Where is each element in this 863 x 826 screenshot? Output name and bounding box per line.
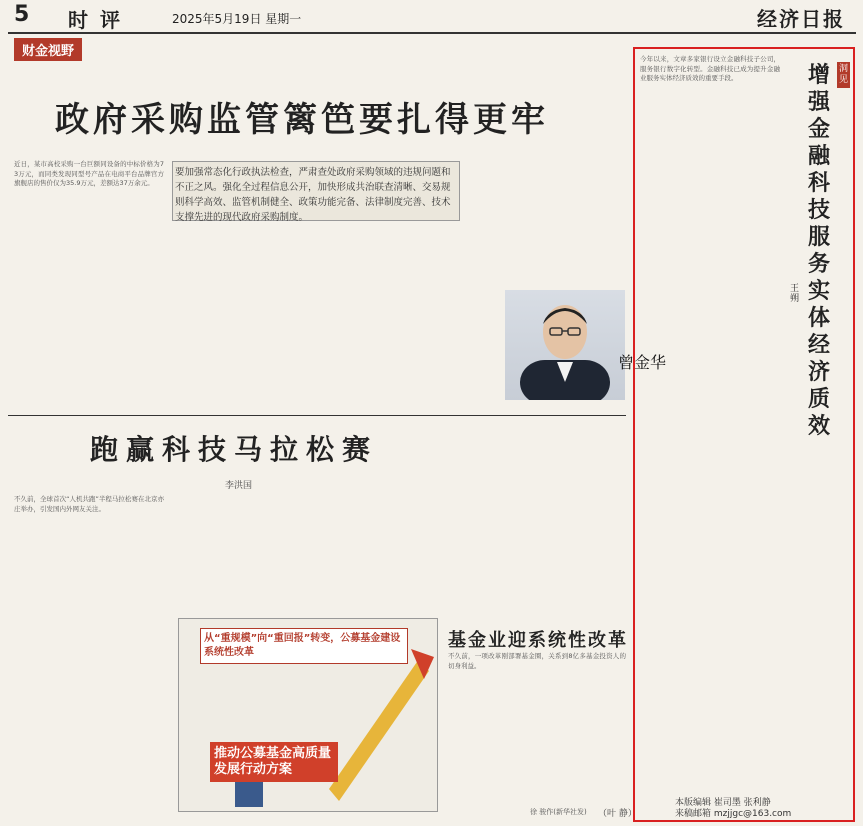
editorial-body: 今年以来，文章多家银行设立金融科技子公司，服务银行数字化转型。金融科技已成为提升金融业服务实体经济质效的重要手段。 bbox=[640, 55, 780, 82]
article1-body-col5 bbox=[484, 430, 624, 615]
editorial-title: 增强金融科技服务实体经济质效 bbox=[808, 62, 831, 439]
issue-date: 2025年5月19日 星期一 bbox=[172, 12, 302, 26]
page-number: 5 bbox=[14, 2, 30, 27]
article1-body-col2 bbox=[172, 225, 317, 400]
section-divider bbox=[8, 415, 626, 416]
cartoon-caption: 徐 骏作(新华社发) bbox=[530, 808, 587, 816]
page-footer bbox=[675, 798, 791, 820]
cartoon-bubble: 从“重规模”向“重回报”转变，公募基金建设系统性改革 bbox=[200, 628, 408, 664]
author-photo bbox=[505, 290, 625, 400]
article3-signoff: （叶 静） bbox=[598, 809, 637, 819]
article2-author: 李洪国 bbox=[225, 481, 253, 491]
newspaper-logo: 经济日报 bbox=[757, 7, 845, 31]
portrait-illustration bbox=[505, 290, 625, 400]
header-rule bbox=[8, 32, 856, 34]
article2-title: 跑赢科技马拉松赛 bbox=[90, 433, 379, 466]
article3-body: 不久前，一项改革刚部署基金圈，关系到8亿多基金投资人的切身利益。 bbox=[448, 652, 626, 670]
editorial-author: 王朔 bbox=[790, 284, 800, 304]
article2-body: 不久前，全球首次“人机共跑”半程马拉松赛在北京亦庄举办，引发国内外网友关注。 bbox=[14, 495, 164, 513]
article1-title: 政府采购监管篱笆要扎得更牢 bbox=[55, 100, 549, 140]
editorial-tag: 洞见 bbox=[837, 62, 850, 88]
article2-body-col2 bbox=[172, 495, 312, 610]
article1-body-col4 bbox=[484, 160, 624, 290]
editor-line: 本版编辑 崔司墨 张利静 bbox=[675, 798, 771, 808]
column-tag: 财金视野 bbox=[14, 38, 82, 61]
editorial-body-lower bbox=[640, 440, 848, 790]
section-title: 时评 bbox=[68, 8, 132, 32]
article3-title: 基金业迎系统性改革 bbox=[448, 630, 628, 651]
article1-body: 近日，某市高校采购一台巨额同设备的中标价格为73万元，而同类发现同型号产品在电商平台品牌官方旗舰店的售价仅为35.9万元，差额达37万余元。 bbox=[14, 160, 164, 187]
photo-signature: 曾金华 bbox=[618, 353, 667, 372]
article2-body-col3 bbox=[318, 495, 458, 610]
submission-email: 来稿邮箱 mzjjgc@163.com bbox=[675, 809, 792, 819]
article1-body-col3 bbox=[330, 225, 470, 400]
cartoon-promo-label: 推动公募基金高质量发展行动方案 bbox=[210, 742, 338, 782]
article1-summary: 要加强常态化行政执法检查，严肃查处政府采购领域的违规问题和不正之风。强化全过程信息公开，加快形成共治联查清晰、交易规则科学高效、监管机制健全、政策功能完备、法律制度完善、技术支撑先进的现代政府采购制度。 bbox=[175, 167, 451, 223]
